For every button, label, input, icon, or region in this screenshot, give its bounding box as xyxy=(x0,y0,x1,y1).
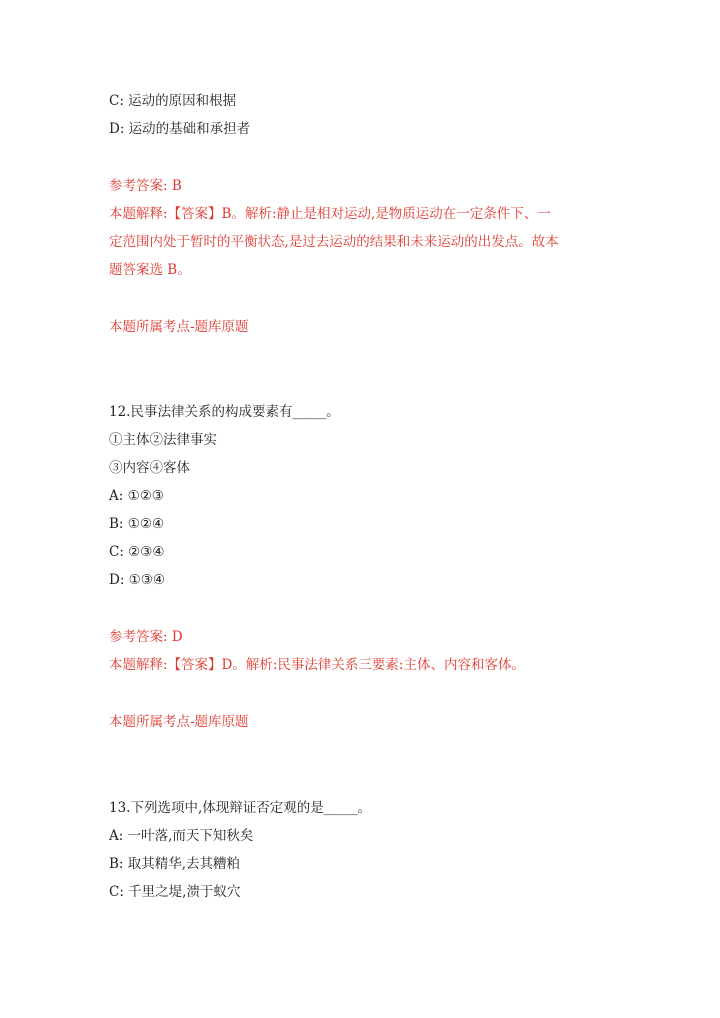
q11-option-d: D: 运动的基础和承担者 xyxy=(109,121,251,137)
q11-source: 本题所属考点-题库原题 xyxy=(109,319,249,335)
q11-answer: 参考答案: B xyxy=(109,178,182,194)
q13-stem: 13.下列选项中,体现辩证否定观的是_____。 xyxy=(109,800,372,816)
q12-option-d: D: ①③④ xyxy=(109,572,165,588)
q12-option-c: C: ②③④ xyxy=(109,544,165,560)
q13-option-a: A: 一叶落,而天下知秋矣 xyxy=(109,828,254,844)
q12-item-2: ③内容④客体 xyxy=(109,460,190,476)
q11-explanation-line-2: 定范围内处于暂时的平衡状态,是过去运动的结果和未来运动的出发点。故本 xyxy=(109,234,559,250)
q12-stem: 12.民事法律关系的构成要素有_____。 xyxy=(109,404,340,420)
q11-explanation-line-3: 题答案选 B。 xyxy=(109,262,191,278)
q13-option-c: C: 千里之堤,溃于蚁穴 xyxy=(109,884,241,900)
q11-option-c: C: 运动的原因和根据 xyxy=(109,93,237,109)
q12-item-1: ①主体②法律事实 xyxy=(109,432,217,448)
q12-option-a: A: ①②③ xyxy=(109,488,164,504)
q12-explanation: 本题解释:【答案】D。解析:民事法律关系三要素:主体、内容和客体。 xyxy=(109,657,525,673)
q12-answer: 参考答案: D xyxy=(109,629,183,645)
q12-source: 本题所属考点-题库原题 xyxy=(109,714,249,730)
q13-option-b: B: 取其精华,去其糟粕 xyxy=(109,856,241,872)
q11-explanation-line-1: 本题解释:【答案】B。解析:静止是相对运动,是物质运动在一定条件下、一 xyxy=(109,206,551,222)
q12-option-b: B: ①②④ xyxy=(109,516,165,532)
